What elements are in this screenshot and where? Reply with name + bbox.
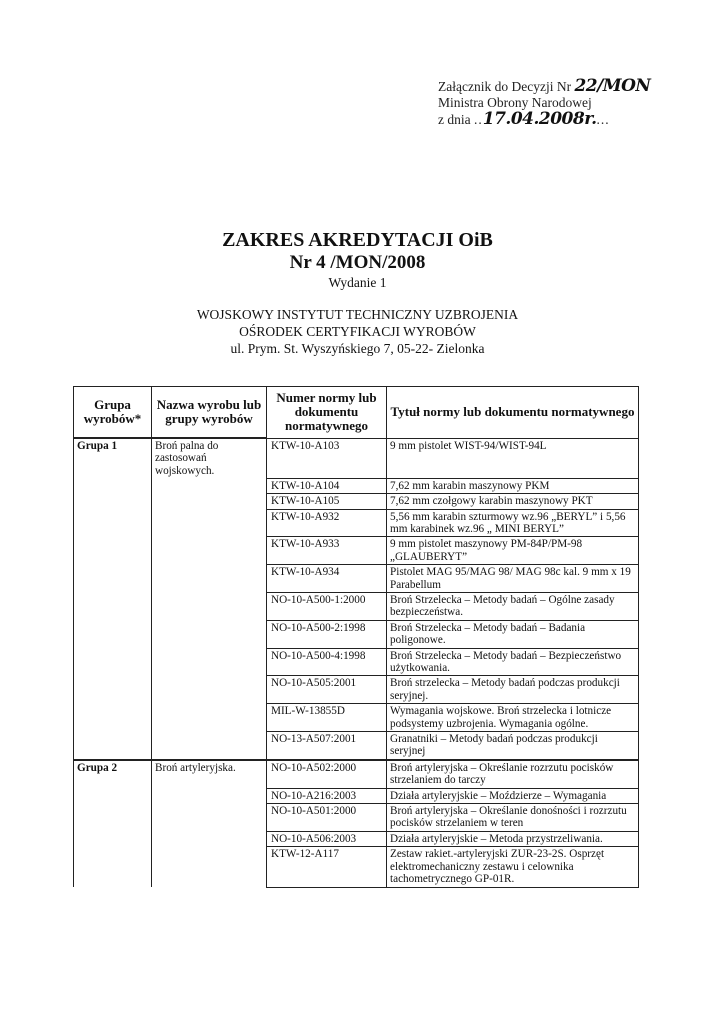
standard-number-cell: NO-10-A506:2003 xyxy=(267,831,387,846)
table-row xyxy=(74,847,639,887)
institution-name: WOJSKOWY INSTYTUT TECHNICZNY UZBROJENIA xyxy=(196,307,519,322)
annex-date-dots-before: .. xyxy=(474,112,483,127)
standard-number-cell: KTW-12-A117 xyxy=(267,847,387,887)
group-cell xyxy=(74,704,152,732)
product-cell xyxy=(152,478,267,493)
group-cell xyxy=(74,592,152,620)
standard-title-cell: Broń strzelecka – Metody badań podczas produkcji seryjnej. xyxy=(387,676,639,704)
product-cell xyxy=(152,620,267,648)
product-cell xyxy=(152,847,267,887)
product-cell xyxy=(152,494,267,509)
table-row xyxy=(74,438,639,478)
standard-title-cell: 9 mm pistolet maszynowy PM-84P/PM-98 „GLAUBERYT” xyxy=(387,537,639,565)
handwritten-decision-number: 22/MON xyxy=(574,76,651,96)
standard-number-cell: NO-10-A505:2001 xyxy=(267,676,387,704)
standard-title-cell: Broń Strzelecka – Metody badań – Bezpieczeństwo użytkowania. xyxy=(387,648,639,676)
annex-note xyxy=(438,78,650,128)
product-cell xyxy=(152,565,267,593)
group-cell xyxy=(74,676,152,704)
table-row xyxy=(74,704,639,732)
table-row xyxy=(74,831,639,846)
group-cell xyxy=(74,478,152,493)
standard-number-cell: NO-10-A500-4:1998 xyxy=(267,648,387,676)
header-product: Nazwa wyrobu lub grupy wyrobów xyxy=(152,387,267,439)
group-cell xyxy=(74,831,152,846)
table-row xyxy=(74,620,639,648)
table-row xyxy=(74,478,639,493)
standard-title-cell: 7,62 mm czołgowy karabin maszynowy PKT xyxy=(387,494,639,509)
group-cell: Grupa 2 xyxy=(74,760,152,788)
product-cell xyxy=(152,676,267,704)
table-row xyxy=(74,648,639,676)
standard-number-cell: MIL-W-13855D xyxy=(267,704,387,732)
table-row xyxy=(74,509,639,537)
standard-title-cell: Wymagania wojskowe. Broń strzelecka i lotnicze podsystemy uzbrojenia. Wymagania ogólne. xyxy=(387,704,639,732)
institution-address: ul. Prym. St. Wyszyńskiego 7, 05-22- Zielonka xyxy=(230,341,485,356)
product-cell xyxy=(152,804,267,832)
annex-minister-line: Ministra Obrony Narodowej xyxy=(438,95,592,110)
standard-title-cell: Granatniki – Metody badań podczas produkcji seryjnej xyxy=(387,732,639,760)
document-header xyxy=(0,228,725,357)
annex-date-line xyxy=(438,111,650,128)
header-title: Tytuł normy lub dokumentu normatywnego xyxy=(387,387,639,439)
product-cell xyxy=(152,704,267,732)
product-cell xyxy=(152,537,267,565)
standard-title-cell: 7,62 mm karabin maszynowy PKM xyxy=(387,478,639,493)
annex-date-dots-after: ... xyxy=(596,112,610,127)
product-cell xyxy=(152,509,267,537)
standard-title-cell: Działa artyleryjskie – Metoda przystrzeliwania. xyxy=(387,831,639,846)
group-cell xyxy=(74,648,152,676)
table-row xyxy=(74,494,639,509)
table-row xyxy=(74,760,639,788)
table-row xyxy=(74,676,639,704)
group-cell xyxy=(74,494,152,509)
institution-unit: OŚRODEK CERTYFIKACJI WYROBÓW xyxy=(239,324,476,339)
product-cell xyxy=(152,788,267,803)
group-cell xyxy=(74,804,152,832)
standard-number-cell: KTW-10-A104 xyxy=(267,478,387,493)
standard-number-cell: KTW-10-A103 xyxy=(267,438,387,478)
standard-number-cell: NO-10-A500-1:2000 xyxy=(267,592,387,620)
standard-title-cell: Broń Strzelecka – Metody badań – Badania poligonowe. xyxy=(387,620,639,648)
standard-number-cell: NO-10-A502:2000 xyxy=(267,760,387,788)
standard-title-cell: 9 mm pistolet WIST-94/WIST-94L xyxy=(387,438,639,478)
standard-number-cell: NO-10-A500-2:1998 xyxy=(267,620,387,648)
group-cell xyxy=(74,788,152,803)
table-row xyxy=(74,732,639,760)
standard-number-cell: KTW-10-A934 xyxy=(267,565,387,593)
group-cell xyxy=(74,620,152,648)
standard-title-cell: Broń Strzelecka – Metody badań – Ogólne zasady bezpieczeństwa. xyxy=(387,592,639,620)
annex-date-label: z dnia xyxy=(438,112,471,127)
standard-title-cell: Broń artyleryjska – Określanie rozrzutu pocisków strzelaniem do tarczy xyxy=(387,760,639,788)
standard-number-cell: KTW-10-A105 xyxy=(267,494,387,509)
standard-number-cell: KTW-10-A932 xyxy=(267,509,387,537)
standard-title-cell: 5,56 mm karabin szturmowy wz.96 „BERYL” i 5,56 mm karabinek wz.96 „ MINI BERYL” xyxy=(387,509,639,537)
document-edition: Wydanie 1 xyxy=(328,275,387,290)
group-cell xyxy=(74,732,152,760)
standard-title-cell: Broń artyleryjska – Określanie donośności i rozrzutu pocisków strzelaniem w teren xyxy=(387,804,639,832)
product-cell: Broń palna do zastosowań wojskowych. xyxy=(152,438,267,478)
table-body xyxy=(74,438,639,887)
standard-title-cell: Pistolet MAG 95/MAG 98/ MAG 98c kal. 9 mm x 19 Parabellum xyxy=(387,565,639,593)
group-cell: Grupa 1 xyxy=(74,438,152,478)
document-title: ZAKRES AKREDYTACJI OiB xyxy=(222,229,493,251)
standard-number-cell: NO-13-A507:2001 xyxy=(267,732,387,760)
product-cell xyxy=(152,592,267,620)
annex-decision-label: Załącznik do Decyzji Nr xyxy=(438,79,572,94)
standard-number-cell: KTW-10-A933 xyxy=(267,537,387,565)
table-header-row xyxy=(74,387,639,439)
product-cell xyxy=(152,831,267,846)
product-cell xyxy=(152,732,267,760)
group-cell xyxy=(74,847,152,887)
document-number: Nr 4 /MON/2008 xyxy=(289,252,426,273)
standard-number-cell: NO-10-A216:2003 xyxy=(267,788,387,803)
product-cell xyxy=(152,648,267,676)
header-group: Grupa wyrobów* xyxy=(74,387,152,439)
standard-title-cell: Zestaw rakiet.-artyleryjski ZUR-23-2S. Osprzęt elektromechaniczny zestawu i celownika tachometrycznego GP-01R. xyxy=(387,847,639,887)
institution-block xyxy=(0,306,725,357)
header-number: Numer normy lub dokumentu normatywnego xyxy=(267,387,387,439)
annex-decision-line xyxy=(438,78,650,95)
handwritten-date: 17.04.2008r. xyxy=(482,109,597,129)
product-cell: Broń artyleryjska. xyxy=(152,760,267,788)
accreditation-table xyxy=(73,386,639,888)
group-cell xyxy=(74,537,152,565)
table-row xyxy=(74,804,639,832)
table-row xyxy=(74,537,639,565)
standard-title-cell: Działa artyleryjskie – Moździerze – Wymagania xyxy=(387,788,639,803)
table-row xyxy=(74,788,639,803)
table-row xyxy=(74,565,639,593)
group-cell xyxy=(74,509,152,537)
standard-number-cell: NO-10-A501:2000 xyxy=(267,804,387,832)
table-row xyxy=(74,592,639,620)
group-cell xyxy=(74,565,152,593)
